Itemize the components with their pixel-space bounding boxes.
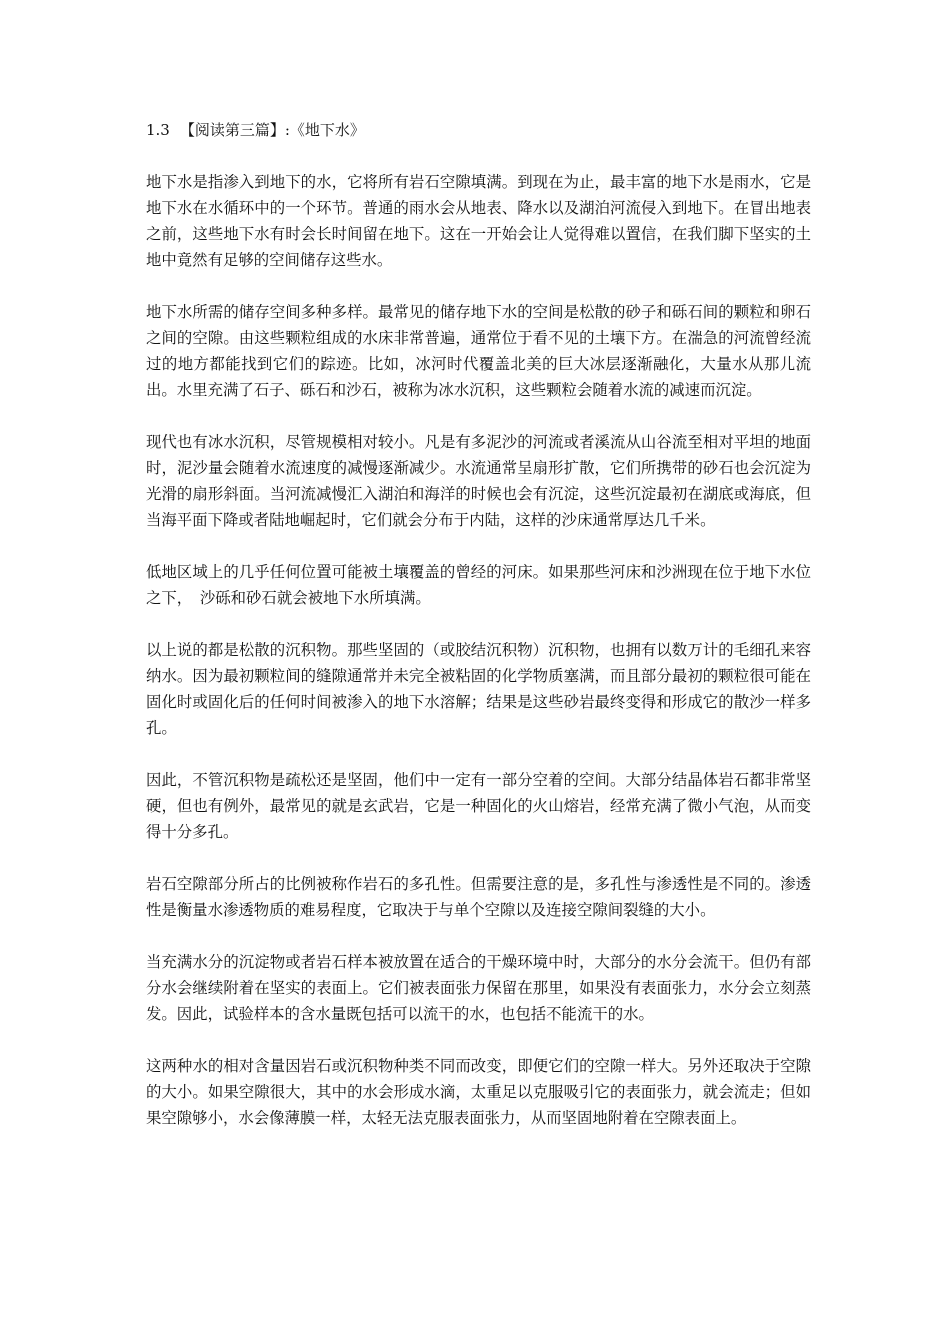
paragraph-4: 低地区域上的几乎任何位置可能被土壤覆盖的曾经的河床。如果那些河床和沙洲现在位于地下水位之下， 沙砾和砂石就会被地下水所填满。 (146, 563, 811, 607)
section-title-text: 【阅读第三篇】:《地下水》 (179, 121, 365, 139)
paragraph-3: 现代也有冰水沉积，尽管规模相对较小。凡是有多泥沙的河流或者溪流从山谷流至相对平坦的地面时，泥沙量会随着水流速度的减慢逐渐减少。水流通常呈扇形扩散，它们所携带的砂石也会沉淀为光滑的扇形斜面。当河流减慢汇入湖泊和海洋的时候也会有沉淀，这些沉淀最初在湖底或海底，但当海平面下降或者陆地崛起时，它们就会分布于内陆，这样的沙床通常厚达几千米。 (146, 433, 811, 529)
paragraph-2: 地下水所需的储存空间多种多样。最常见的储存地下水的空间是松散的砂子和砾石间的颗粒和卵石之间的空隙。由这些颗粒组成的水床非常普遍，通常位于看不见的土壤下方。在湍急的河流曾经流过的地方都能找到它们的踪迹。比如，冰河时代覆盖北美的巨大冰层逐渐融化，大量水从那儿流出。水里充满了石子、砾石和沙石，被称为冰水沉积，这些颗粒会随着水流的减速而沉淀。 (146, 303, 811, 399)
paragraph-8: 当充满水分的沉淀物或者岩石样本被放置在适合的干燥环境中时，大部分的水分会流干。但仍有部分水会继续附着在坚实的表面上。它们被表面张力保留在那里，如果没有表面张力，水分会立刻蒸发。因此，试验样本的含水量既包括可以流干的水，也包括不能流干的水。 (146, 953, 811, 1023)
paragraph-5: 以上说的都是松散的沉积物。那些坚固的（或胶结沉积物）沉积物，也拥有以数万计的毛细孔来容纳水。因为最初颗粒间的缝隙通常并未完全被粘固的化学物质塞满，而且部分最初的颗粒很可能在固化时或固化后的任何时间被渗入的地下水溶解；结果是这些砂岩最终变得和形成它的散沙一样多孔。 (146, 641, 811, 737)
section-number: 1.3 (146, 121, 170, 139)
document-body (146, 117, 811, 1131)
section-title (146, 117, 811, 143)
paragraph-9: 这两种水的相对含量因岩石或沉积物种类不同而改变，即便它们的空隙一样大。另外还取决于空隙的大小。如果空隙很大，其中的水会形成水滴，太重足以克服吸引它的表面张力，就会流走；但如果空隙够小，水会像薄膜一样，太轻无法克服表面张力，从而坚固地附着在空隙表面上。 (146, 1057, 811, 1127)
paragraph-6: 因此，不管沉积物是疏松还是坚固，他们中一定有一部分空着的空间。大部分结晶体岩石都非常坚硬，但也有例外，最常见的就是玄武岩，它是一种固化的火山熔岩，经常充满了微小气泡，从而变得十分多孔。 (146, 771, 811, 841)
paragraph-1: 地下水是指渗入到地下的水，它将所有岩石空隙填满。到现在为止，最丰富的地下水是雨水，它是地下水在水循环中的一个环节。普通的雨水会从地表、降水以及湖泊河流侵入到地下。在冒出地表之前，这些地下水有时会长时间留在地下。这在一开始会让人觉得难以置信，在我们脚下坚实的土地中竟然有足够的空间储存这些水。 (146, 173, 811, 269)
paragraph-7: 岩石空隙部分所占的比例被称作岩石的多孔性。但需要注意的是，多孔性与渗透性是不同的。渗透性是衡量水渗透物质的难易程度，它取决于与单个空隙以及连接空隙间裂缝的大小。 (146, 875, 811, 919)
